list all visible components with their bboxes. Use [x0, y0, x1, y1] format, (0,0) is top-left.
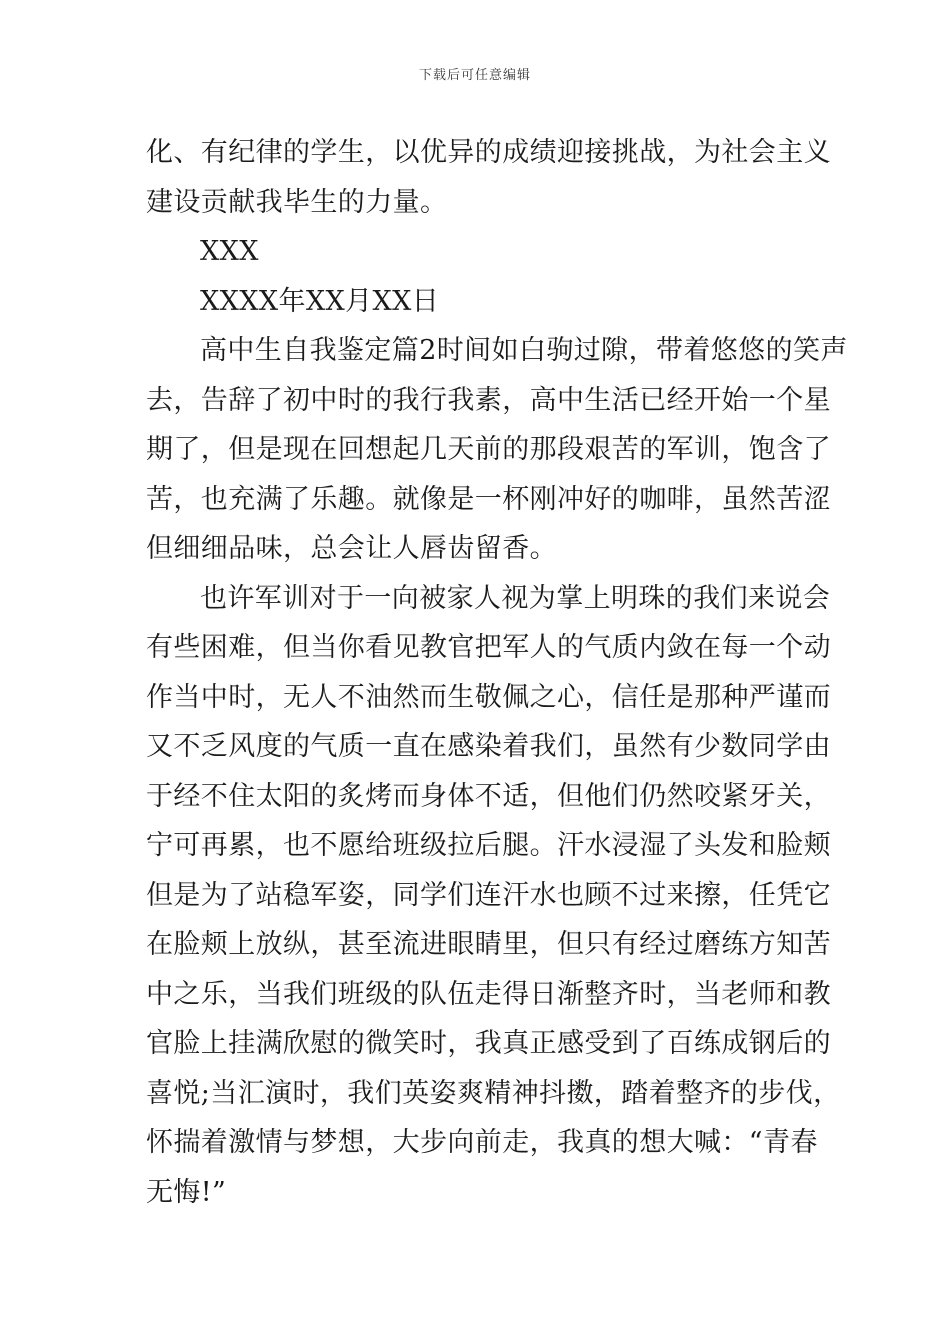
text-line: 在脸颊上放纵，甚至流进眼睛里，但只有经过磨练方知苦: [146, 929, 831, 960]
text-line: 有些困难，但当你看见教官把军人的气质内敛在每一个动: [146, 632, 831, 663]
text-line: 苦，也充满了乐趣。就像是一杯刚冲好的咖啡，虽然苦涩: [146, 483, 831, 515]
text-line: 怀揣着激情与梦想，大步向前走，我真的想大喊：“青春: [146, 1127, 818, 1158]
text-line: 喜悦;当汇演时，我们英姿爽精神抖擞，踏着整齐的步伐，: [146, 1077, 841, 1109]
text-line: 无悔!”: [146, 1176, 227, 1208]
text-line: 中之乐，当我们班级的队伍走得日渐整齐时，当老师和教: [146, 978, 831, 1010]
page-header: 下载后可任意编辑: [418, 68, 531, 83]
text-line: 建设贡献我毕生的力量。: [146, 186, 448, 218]
text-line: 期了，但是现在回想起几天前的那段艰苦的军训，饱含了: [146, 434, 831, 465]
text-line: 作当中时，无人不油然而生敬佩之心，信任是那种严谨而: [146, 681, 831, 713]
document-body: [146, 128, 848, 1217]
text-line: 化、有纪律的学生，以优异的成绩迎接挑战，为社会主义: [146, 137, 831, 168]
text-line: 于经不住太阳的炙烤而身体不适，但他们仍然咬紧牙关，: [146, 780, 831, 812]
text-line: 但是为了站稳军姿，同学们连汗水也顾不过来擦，任凭它: [146, 879, 831, 911]
text-line: 但细细品味，总会让人唇齿留香。: [146, 533, 557, 564]
text-line: 宁可再累，也不愿给班级拉后腿。汗水浸湿了头发和脸颊: [146, 830, 831, 861]
text-line: 官脸上挂满欣慰的微笑时，我真正感受到了百练成钢后的: [146, 1028, 831, 1059]
signature-name: XXX: [200, 236, 259, 267]
text-line: 去，告辞了初中时的我行我素，高中生活已经开始一个星: [146, 384, 831, 416]
text-line: 也许军训对于一向被家人视为掌上明珠的我们来说会: [200, 582, 831, 614]
signature-date: XXXX年XX月XX日: [200, 285, 440, 317]
text-line: 高中生自我鉴定篇2时间如白驹过隙，带着悠悠的笑声: [200, 335, 848, 366]
text-line: 又不乏风度的气质一直在感染着我们，虽然有少数同学由: [146, 731, 831, 762]
